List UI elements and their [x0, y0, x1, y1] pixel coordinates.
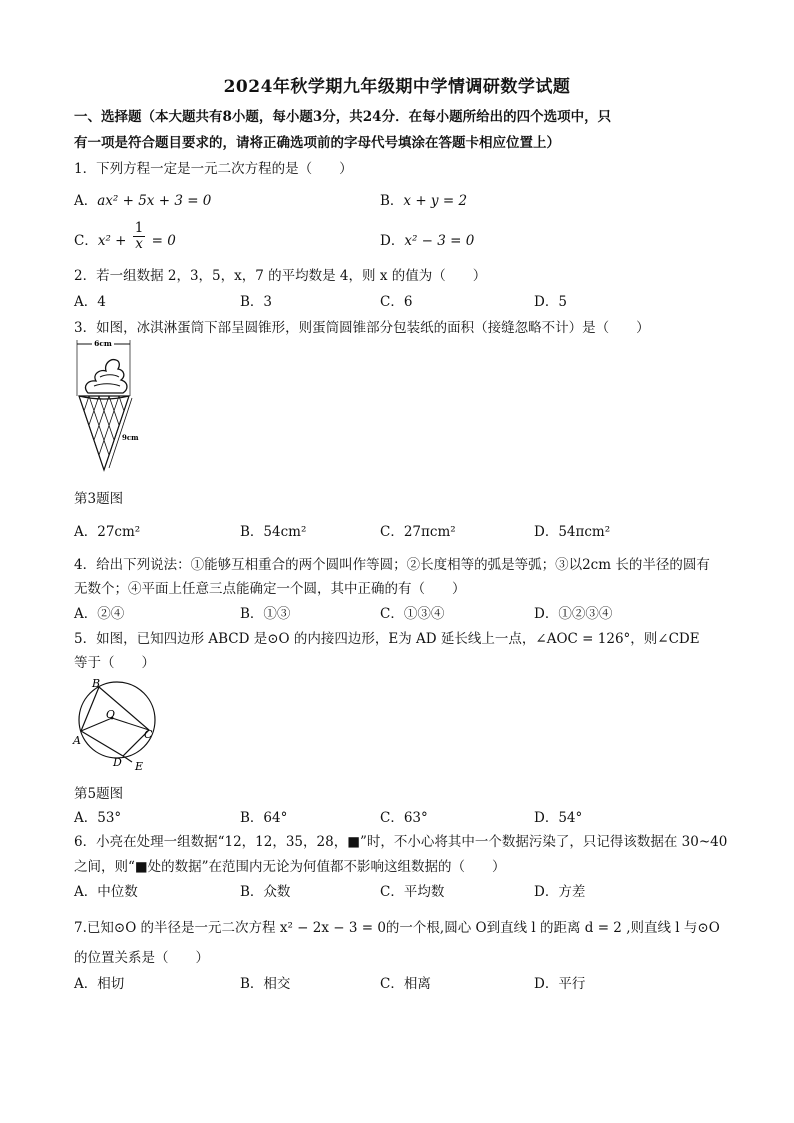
- q3-side-label: 9cm: [122, 433, 139, 442]
- q6-stem-line2: 之间，则“■处的数据”在范围内无论为何值都不影响这组数据的（ ）: [74, 859, 506, 875]
- q6-option-a: A．中位数: [74, 884, 138, 900]
- q2-option-a: A．4: [74, 294, 106, 310]
- q6-option-b: B．众数: [240, 884, 291, 900]
- q5-option-c: C．63°: [380, 810, 428, 826]
- q5-label-e: E: [135, 760, 144, 773]
- q3-option-d: D．54πcm²: [534, 524, 611, 540]
- section-heading-line2: 有一项是符合题目要求的，请将正确选项前的字母代号填涂在答题卡相应位置上）: [74, 135, 560, 151]
- q3-swirl-1: [94, 384, 120, 386]
- q1-option-c-denominator: x: [135, 236, 143, 252]
- q3-stem: 3．如图，冰淇淋蛋筒下部呈圆锥形，则蛋筒圆锥部分包装纸的面积（接缝忽略不计）是（ ）: [74, 320, 650, 336]
- q3-swirl-2: [100, 375, 119, 377]
- section-heading-line1: 一、选择题（本大题共有8小题，每小题3分，共24分．在每小题所给出的四个选项中，只: [74, 109, 612, 125]
- q1-option-b-letter: B．: [380, 193, 404, 209]
- q5-label-b: B: [92, 677, 101, 690]
- q5-option-d: D．54°: [534, 810, 583, 826]
- q1-option-a: [74, 189, 211, 209]
- q1-option-c: [74, 220, 176, 252]
- q4-option-a: A．②④: [74, 606, 125, 622]
- q1-option-c-letter: C．: [74, 233, 98, 249]
- q5-options: [74, 806, 734, 824]
- q2-option-d: D．5: [534, 294, 567, 310]
- q6-option-d: D．方差: [534, 884, 586, 900]
- q5-label-c: C: [144, 728, 153, 741]
- q4-option-c: C．①③④: [380, 606, 445, 622]
- q3-option-c: C．27πcm²: [380, 524, 456, 540]
- q3-ice-cream-scoop: [86, 360, 127, 393]
- q5-stem-line1: 5．如图，已知四边形 ABCD 是⊙O 的内接四边形，E为 AD 延长线上一点，∠AOC = 126°，则∠CDE: [74, 631, 700, 647]
- exam-title: 2024年秋学期九年级期中学情调研数学试题: [223, 77, 571, 97]
- q2-stem: 2．若一组数据 2，3，5，x，7 的平均数是 4，则 x 的值为（ ）: [74, 268, 487, 284]
- q1-options-row1: [74, 189, 734, 207]
- q5-label-o: O: [106, 708, 116, 721]
- q1-option-c-fraction: [133, 221, 146, 252]
- q1-option-a-math: ax² + 5x + 3 = 0: [97, 193, 212, 209]
- q3-top-label: 6cm: [94, 339, 112, 348]
- q3-ice-cream-figure: [74, 336, 144, 476]
- q4-option-d: D．①②③④: [534, 606, 613, 622]
- q4-options: [74, 602, 734, 620]
- q5-option-b: B．64°: [240, 810, 288, 826]
- q7-stem-line1: 7.已知⊙O 的半径是一元二次方程 x² − 2x − 3 = 0的一个根,圆心 O到直线 l 的距离 d = 2 ,则直线 l 与⊙O: [74, 920, 720, 936]
- q5-circle-figure: [72, 674, 162, 774]
- q3-option-a: A．27cm²: [74, 524, 141, 540]
- q6-options: [74, 880, 734, 898]
- q1-options-row2: [74, 221, 734, 261]
- q7-option-c: C．相离: [380, 976, 431, 992]
- q4-stem-line1: 4．给出下列说法：①能够互相重合的两个圆叫作等圆；②长度相等的弧是等弧；③以2cm 长的半径的圆有: [74, 557, 710, 573]
- q1-option-d: [380, 229, 474, 249]
- q3-caption: 第3题图: [74, 491, 124, 507]
- q1-option-b-math: x + y = 2: [403, 193, 468, 209]
- q2-options: [74, 290, 734, 308]
- q5-label-a: A: [73, 734, 81, 747]
- q1-option-b: [380, 189, 467, 209]
- q4-option-b: B．①③: [240, 606, 291, 622]
- q7-option-a: A．相切: [74, 976, 125, 992]
- q2-option-b: B．3: [240, 294, 273, 310]
- q5-option-a: A．53°: [74, 810, 122, 826]
- q4-stem-line2: 无数个；④平面上任意三点能确定一个圆，其中正确的有（ ）: [74, 581, 466, 597]
- q5-quadrilateral: [81, 687, 149, 756]
- q3-option-b: B．54cm²: [240, 524, 307, 540]
- q1-option-d-math: x² − 3 = 0: [404, 233, 475, 249]
- q1-option-c-numerator: 1: [134, 220, 144, 236]
- q1-option-d-letter: D．: [380, 233, 405, 249]
- q5-caption: 第5题图: [74, 786, 124, 802]
- q7-stem-line2: 的位置关系是（ ）: [74, 950, 209, 966]
- q5-label-d: D: [113, 756, 122, 769]
- q1-option-c-pre: x² +: [97, 233, 131, 249]
- q1-option-a-letter: A．: [74, 193, 98, 209]
- q2-option-c: C．6: [380, 294, 413, 310]
- q1-option-c-post: = 0: [147, 233, 176, 249]
- q7-options: [74, 972, 734, 990]
- q6-option-c: C．平均数: [380, 884, 445, 900]
- q3-options: [74, 520, 734, 538]
- q7-option-b: B．相交: [240, 976, 291, 992]
- q6-stem-line1: 6．小亮在处理一组数据“12，12，35，28，■”时，不小心将其中一个数据污染了，只记得该数据在 30~40: [74, 834, 728, 850]
- q1-stem: 1．下列方程一定是一元二次方程的是（ ）: [74, 161, 353, 177]
- q7-option-d: D．平行: [534, 976, 586, 992]
- q5-stem-line2: 等于（ ）: [74, 655, 155, 671]
